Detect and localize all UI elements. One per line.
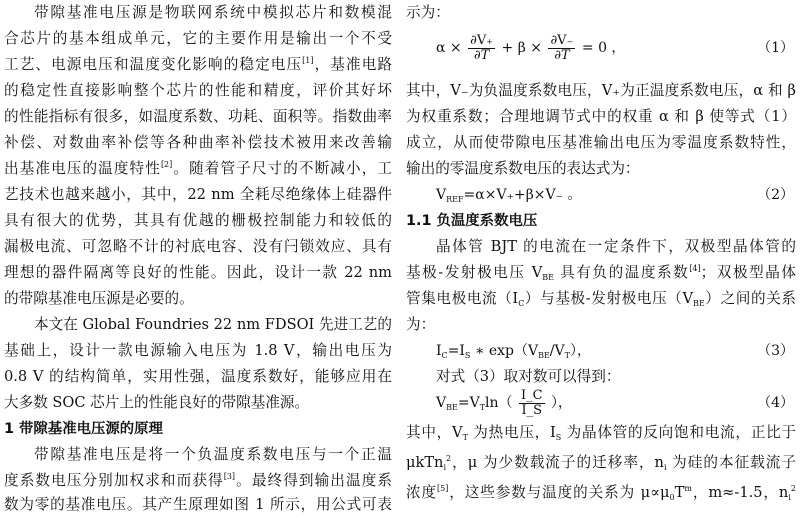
paragraph-line: 带隙基准电压是将一个负温度系数电压与一个正温: [34, 446, 392, 463]
equation-1: α × $\frac{\partial V_+}{\partial T}$ + β × $\frac{\partial V_-}{\partial T}$ = 0 ， （1）: [406, 28, 796, 68]
paragraph-line: 艺技术也越来越小，其中，22 nm 全耗尽绝缘体上硅器件: [4, 186, 392, 203]
citation: [2]: [160, 160, 173, 169]
fraction: $\frac{I\_C}{I\_S}$: [520, 387, 543, 418]
paragraph-line: 浓度[5]，这些参数与温度的关系为 $\mu\propto\mu_0T^m$，m≈-1.5，$n_i^2$: [406, 484, 796, 502]
paragraph-line: 具有很大的优势，其具有优越的栅极控制能力和较低的: [4, 212, 392, 229]
fraction: $\frac{\partial V_-}{\partial T}$: [550, 32, 574, 63]
paragraph-line: 输出的零温度系数电压的表达式为：: [406, 160, 640, 177]
paragraph-line: 的性能指标有很多，如温度系数、功耗、面积等。指数曲率: [4, 108, 392, 125]
equation-number: （1）: [757, 40, 794, 56]
paragraph-line: 0.8 V 的结构简单，实用性强，温度系数好，能够应用在: [4, 368, 392, 385]
paragraph-line: 大多数 SOC 芯片上的性能良好的带隙基准源。: [4, 394, 310, 411]
paragraph-line: 对式（3）取对数可以得到：: [436, 368, 621, 385]
paragraph-line: 基础上，设计一款电源输入电压为 1.8 V，输出电压为: [4, 342, 392, 359]
equation-3: $I_C=I_S$ ∗ $\exp(V_{BE}/V_T)$， （3）: [406, 338, 796, 364]
citation: [5]: [436, 484, 449, 493]
paragraph-line: 本文在 Global Foundries 22 nm FDSOI 先进工艺的: [34, 316, 392, 333]
paragraph-line: 的带隙基准电压源是必要的。: [4, 290, 194, 307]
citation: [1]: [302, 56, 314, 65]
equation-number: （2）: [757, 187, 794, 203]
paragraph-line: 补偿、对数曲率补偿等各种曲率补偿技术被用来改善输: [4, 134, 392, 151]
equation-number: （4）: [757, 395, 794, 411]
paragraph-line: 漏极电流、可忽略不计的衬底电容、没有闩锁效应、具有: [4, 238, 392, 255]
equation-4: $V_{BE}=V_T\ln$（ $\frac{I\_C}{I\_S}$ ）， （4）: [406, 386, 796, 420]
paragraph-line: 出基准电压的温度特性[2]。随着管子尺寸的不断减小，工: [4, 160, 392, 177]
paragraph-line: 其中，$V_T$ 为热电压，$I_S$ 为晶体管的反向饱和电流，正比于: [406, 424, 796, 442]
paragraph-line: 度系数电压分别加权求和而获得[3]。最终得到输出温度系: [4, 472, 392, 489]
paragraph-line: 合芯片的基本组成单元，它的主要作用是输出一个不受: [4, 30, 392, 47]
fraction: $\frac{\partial V_+}{\partial T}$: [470, 32, 494, 63]
paragraph-line: 为权重系数；合理地调节式中的权重 α 和 β 使等式（1）: [406, 108, 796, 125]
paragraph-line: 为：: [406, 316, 436, 333]
paragraph-line: 示为：: [406, 4, 450, 21]
citation: [3]: [223, 472, 236, 481]
paragraph-line: μkTn$_i^2$，μ 为少数载流子的迁移率，$n_i$ 为硅的本征载流子: [406, 454, 796, 472]
paragraph-line: 数为零的基准电压。其产生原理如图 1 所示，用公式可表: [4, 496, 392, 513]
paragraph-line: 带隙基准电压源是物联网系统中模拟芯片和数模混: [34, 4, 392, 21]
paragraph-line: 理想的器件隔离等良好的性能。因此，设计一款 22 nm: [4, 264, 392, 281]
equation-2: $V_{REF}=\alpha\times V_++\beta\times V_-$ 。 （2）: [406, 182, 796, 208]
equation-number: （3）: [757, 343, 794, 359]
paragraph-line: 的稳定性直接影响整个芯片的性能和精度，评价其好坏: [4, 82, 392, 99]
paragraph-line: 晶体管 BJT 的电流在一定条件下，双极型晶体管的: [436, 238, 796, 255]
paragraph-line: 基极-发射极电压 $V_{BE}$ 具有负的温度系数[4]；双极型晶体: [406, 264, 796, 282]
citation: [4]: [689, 264, 701, 273]
paragraph-line: 其中，V₋为负温度系数电压，V₊为正温度系数电压，α 和 β: [406, 82, 796, 99]
section-heading: 1 带隙基准电压源的原理: [4, 421, 163, 437]
paragraph-line: 管集电极电流$(I_C)$与基极-发射极电压$(V_{BE})$之间的关系: [406, 290, 796, 308]
paragraph-line: 成立，从而使带隙电压基准输出电压为零温度系数特性，: [406, 134, 796, 151]
subsection-heading: 1.1 负温度系数电压: [406, 213, 538, 229]
paragraph-line: 工艺、电源电压和温度变化影响的稳定电压[1]，基准电路: [4, 56, 392, 73]
